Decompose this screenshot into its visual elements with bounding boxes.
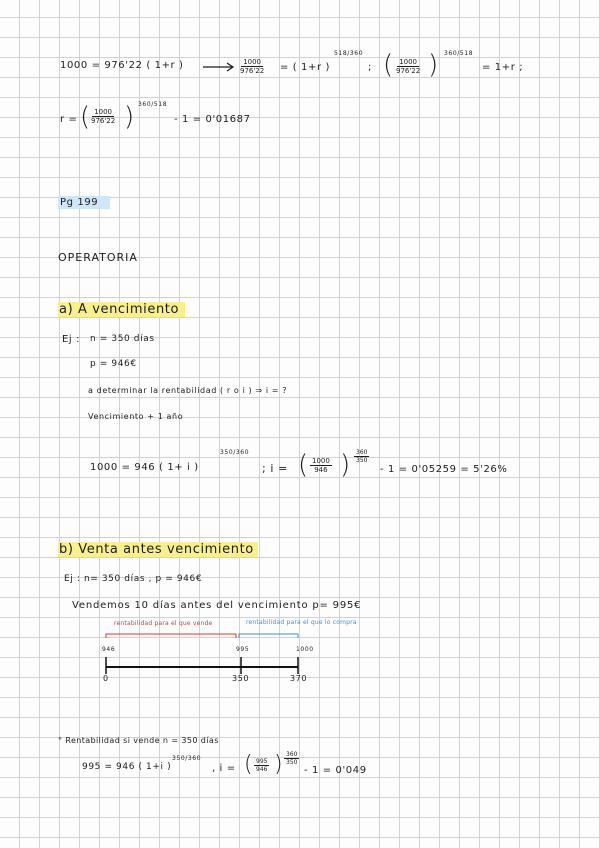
paren-close: ) [428,50,439,80]
section-a-p: p = 946€ [90,359,137,369]
rentabilidad-note: ° Rentabilidad si vende n = 350 días [58,736,219,745]
eq1-semicolon: ; [368,62,372,73]
eq1-fraction-1: $\frac{1000}{976'22}$ [240,58,265,75]
paren-open: ( [298,450,309,480]
eq2-exponent: 360/518 [138,101,168,108]
section-a-n: n = 350 días [90,334,155,344]
paren-close: ) [340,450,351,480]
section-a-title: a) A vencimiento [58,302,185,317]
section-a-ej: Ej : [62,334,81,345]
paren-open: ( [244,752,253,777]
paren-close: ) [124,102,135,132]
paren-open: ( [80,102,91,132]
footer-exp-fraction: $\frac{360}{350}$ [286,751,298,766]
footer-result: - 1 = 0'049 [304,765,367,776]
eq1-fraction-2: $\frac{1000}{976'22}$ [396,58,421,75]
timeline-top-2: 1000 [296,646,314,653]
section-b-ej: Ej : n= 350 días , p = 946€ [64,574,203,584]
footer-fraction: $\frac{995}{946}$ [256,758,268,773]
eq1-exponent-2: 360/518 [444,50,474,57]
section-a-determine: a determinar la rentabilidad ( r o i ) ⇒ i = ? [88,386,288,395]
section-b-title: b) Venta antes vencimiento [58,542,258,557]
timeline [96,624,316,684]
footer-calc-mid: , i = [212,763,236,774]
timeline-top-1: 995 [236,646,250,653]
operatoria-heading: OPERATORIA [58,251,138,264]
calc-a-result: - 1 = 0'05259 = 5'26% [380,464,508,475]
calc-a-exp-fraction: $\frac{360}{350}$ [356,449,368,464]
red-label: rentabilidad para el que vende [114,620,213,627]
blue-label: rentabilidad para el que lo compra [246,619,357,626]
timeline-bottom-1: 350 [232,674,250,683]
footer-calc-exponent: 350/360 [172,755,202,762]
eq1-exponent-1: 518/360 [334,50,364,57]
eq2-r: r = [60,114,78,125]
eq1-right: = 1+r ; [482,62,524,73]
timeline-top-0: 946 [102,646,116,653]
page-tag: Pg 199 [58,196,110,209]
paren-open: ( [383,50,394,80]
paren-close: ) [274,752,283,777]
footer-calc-left: 995 = 946 ( 1+i ) [82,762,172,772]
section-b-vendemos: Vendemos 10 días antes del vencimiento p= 995€ [72,600,362,611]
section-a-vencimiento: Vencimiento + 1 año [88,412,184,421]
timeline-bottom-2: 370 [290,674,308,683]
eq1-middle: = ( 1+r ) [280,62,330,73]
arrow-right-icon [202,60,236,74]
eq2-fraction: $\frac{1000}{976'22}$ [91,108,116,125]
timeline-bottom-0: 0 [103,674,109,683]
calc-a-mid: ; i = [262,462,288,475]
calc-a-exponent: 350/360 [220,449,250,456]
calc-a-left: 1000 = 946 ( 1+ i ) [90,462,199,473]
eq1-left: 1000 = 976'22 ( 1+r ) [60,60,184,71]
eq2-result: - 1 = 0'01687 [174,114,251,125]
calc-a-fraction: $\frac{1000}{946}$ [312,457,330,474]
